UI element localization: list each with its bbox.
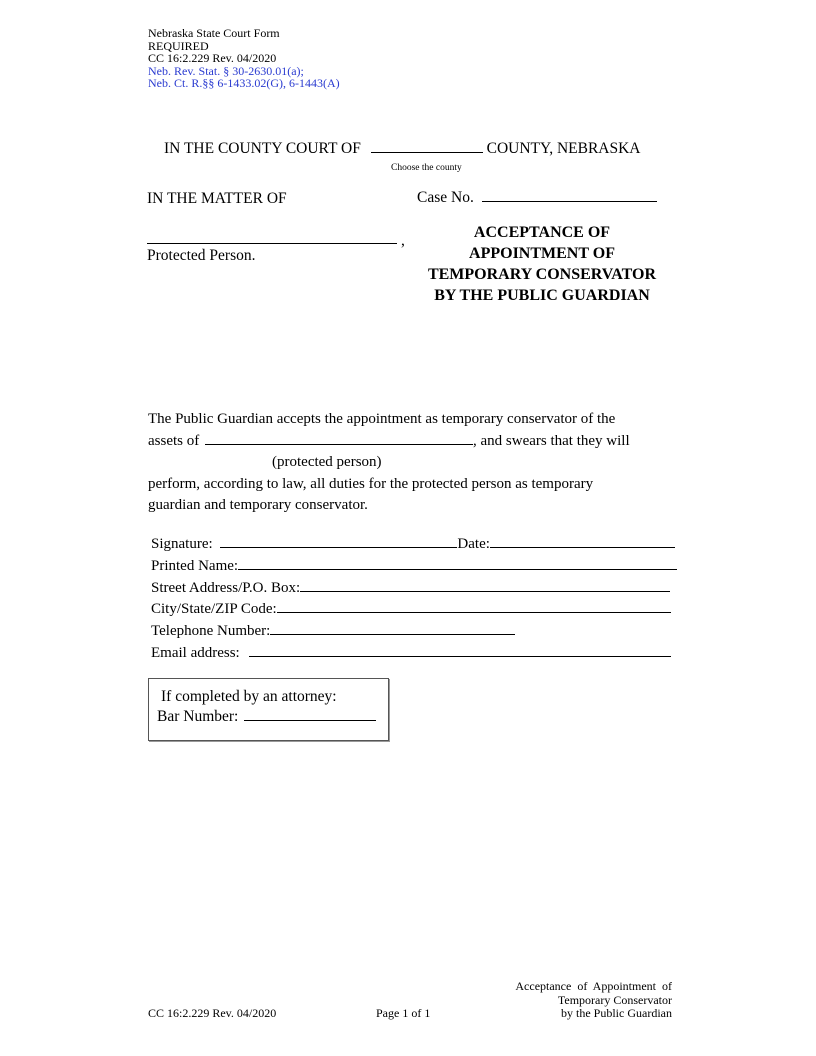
city-state-zip-input[interactable] <box>277 612 671 613</box>
date-input[interactable] <box>490 547 675 548</box>
title-line-4: BY THE PUBLIC GUARDIAN <box>434 287 650 304</box>
footer-title-line-2: Temporary Conservator <box>557 992 672 1007</box>
protected-person-hint: (protected person) <box>272 454 382 470</box>
city-state-zip-label: City/State/ZIP Code: <box>151 601 277 617</box>
court-rule-link[interactable]: Neb. Ct. R.§§ 6-1433.02(G), 6-1443(A) <box>148 76 340 90</box>
telephone-label: Telephone Number: <box>151 623 271 639</box>
body-line-2 <box>148 431 688 453</box>
attorney-box <box>148 678 389 741</box>
body-paragraph <box>148 409 688 517</box>
bar-number-label: Bar Number: <box>157 708 239 725</box>
date-label: Date: <box>457 536 490 552</box>
street-address-label: Street Address/P.O. Box: <box>151 580 301 596</box>
case-number-label: Case No. <box>417 189 474 206</box>
bar-number-input[interactable] <box>244 720 376 721</box>
statute-link[interactable]: Neb. Rev. Stat. § 30-2630.01(a); <box>148 63 304 78</box>
footer-title-line-3: by the Public Guardian <box>561 1006 672 1020</box>
signature-row <box>151 536 675 553</box>
header-line-form-code: CC 16:2.229 Rev. 04/2020 <box>148 51 277 65</box>
email-input[interactable] <box>249 656 671 657</box>
printed-name-row <box>151 558 677 575</box>
telephone-row <box>151 623 515 640</box>
form-header <box>148 27 340 90</box>
caption-comma: , <box>401 232 405 249</box>
body-line-4: guardian and temporary conservator. <box>148 497 368 513</box>
body-line-3: perform, according to law, all duties for the protected person as temporary <box>148 475 594 492</box>
case-number-input[interactable] <box>482 201 657 202</box>
footer-title <box>515 980 672 1021</box>
assets-of-input[interactable] <box>205 444 473 445</box>
assets-prefix: assets of <box>148 432 200 449</box>
header-line-form: Nebraska State Court Form <box>148 26 280 40</box>
court-prefix: IN THE COUNTY COURT OF <box>164 140 361 157</box>
bar-number-row <box>157 708 376 726</box>
title-line-3: TEMPORARY CONSERVATOR <box>427 266 657 283</box>
title-line-1: ACCEPTANCE OF <box>473 224 611 241</box>
assets-suffix: , and swears that they will <box>473 432 630 449</box>
header-line-required: REQUIRED <box>148 38 209 53</box>
body-line-1: The Public Guardian accepts the appointment as temporary conservator of the <box>148 411 616 427</box>
signature-input[interactable] <box>220 547 457 548</box>
county-hint: Choose the county <box>391 163 462 173</box>
printed-name-label: Printed Name: <box>151 558 239 574</box>
telephone-input[interactable] <box>270 634 515 635</box>
protected-person-label: Protected Person. <box>147 247 256 264</box>
footer-page-number: Page 1 of 1 <box>376 1006 431 1020</box>
document-title <box>412 222 672 306</box>
printed-name-input[interactable] <box>238 569 677 570</box>
city-state-zip-row <box>151 601 671 618</box>
court-suffix: COUNTY, NEBRASKA <box>486 140 641 157</box>
matter-label: IN THE MATTER OF <box>147 190 287 207</box>
street-address-input[interactable] <box>300 591 670 592</box>
footer-title-line-1: Acceptance of Appointment of <box>515 979 672 993</box>
street-address-row <box>151 580 670 597</box>
footer-form-code: CC 16:2.229 Rev. 04/2020 <box>148 1006 277 1020</box>
email-label: Email address: <box>151 645 240 661</box>
case-number-row <box>417 189 657 207</box>
title-line-2: APPOINTMENT OF <box>469 245 615 262</box>
email-row <box>151 645 671 662</box>
court-line <box>164 140 640 158</box>
signature-label: Signature: <box>151 536 213 552</box>
protected-person-name-input[interactable] <box>147 243 397 244</box>
county-input[interactable] <box>371 152 483 153</box>
attorney-box-heading: If completed by an attorney: <box>161 688 337 705</box>
